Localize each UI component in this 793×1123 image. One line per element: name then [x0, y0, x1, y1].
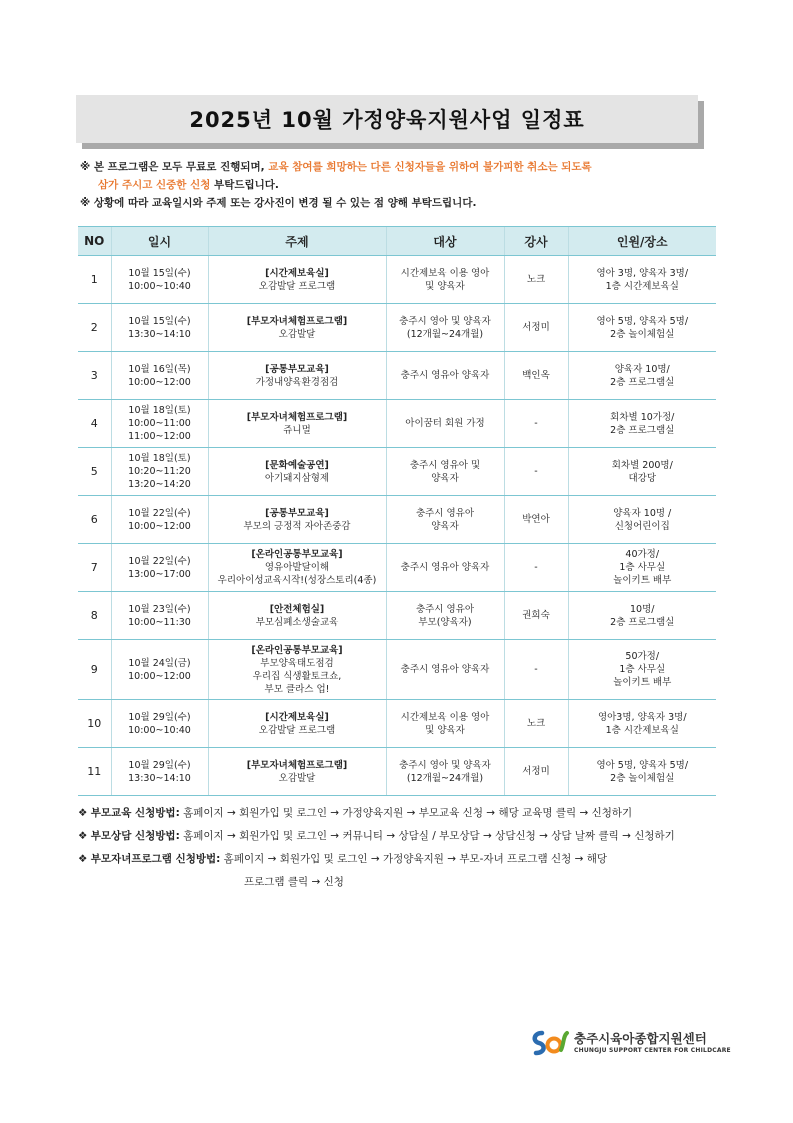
cell-topic [208, 748, 386, 796]
datetime-line: 13:30~14:10 [128, 328, 191, 340]
capacity-line: 50가정/ [625, 651, 660, 662]
method-item [78, 802, 738, 825]
cell-target [386, 304, 504, 352]
target-line: (12개월~24개월) [406, 328, 484, 340]
capacity-line: 1층 사무실 [619, 562, 666, 573]
topic-category: [시간제보육실] [265, 267, 329, 279]
cell-no: 6 [78, 496, 111, 544]
cell-datetime [111, 640, 208, 700]
topic-line: 우리집 식생활토크쇼, [252, 670, 342, 682]
cell-target [386, 256, 504, 304]
method-steps: 홈페이지 → 회원가입 및 로그인 → 커뮤니티 → 상담실 / 부모상담 → 상담신청 → 상담 날짜 클릭 → 신청하기 [179, 830, 675, 842]
topic-category: [문화예술공연] [265, 459, 329, 471]
cell-target [386, 640, 504, 700]
datetime-line: 10:00~12:00 [128, 670, 191, 682]
application-methods [78, 802, 738, 894]
topic-category: [공통부모교육] [265, 507, 329, 519]
notice-highlight: 삼가 주시고 신중한 신청 [98, 179, 211, 191]
topic-category: [부모자녀체험프로그램] [246, 315, 348, 327]
cell-datetime [111, 448, 208, 496]
topic-line: 부모의 긍정적 자아존중감 [243, 520, 351, 532]
cell-datetime [111, 700, 208, 748]
table-row [78, 544, 716, 592]
table-row [78, 304, 716, 352]
topic-category: [부모자녀체험프로그램] [246, 759, 348, 771]
datetime-line: 11:00~12:00 [128, 431, 191, 442]
target-line: 충주시 영유아 양육자 [400, 370, 490, 381]
datetime-line: 10:00~10:40 [128, 280, 191, 292]
cell-no: 11 [78, 748, 111, 796]
notice-text: 상황에 따라 교육일시와 주제 또는 강사진이 변경 될 수 있는 점 양해 부탁드립니다. [93, 197, 477, 209]
topic-category: [시간제보육실] [265, 711, 329, 723]
method-label: 부모상담 신청방법: [90, 830, 180, 842]
table-row [78, 700, 716, 748]
cell-instructor: 노크 [504, 256, 568, 304]
cell-topic [208, 400, 386, 448]
topic-line: 우리아이성교육시작!(성장스토리(4종) [217, 575, 377, 586]
capacity-line: 2층 프로그램실 [610, 376, 675, 388]
notice-text: 부탁드립니다. [210, 179, 279, 191]
target-line: 및 양육자 [425, 724, 465, 736]
topic-line: 오감발달 [278, 772, 316, 784]
datetime-line: 10월 15일(수) [128, 315, 191, 327]
capacity-line: 2층 놀이체험실 [610, 772, 675, 784]
datetime-line: 13:20~14:20 [128, 479, 191, 490]
datetime-line: 10월 24일(금) [128, 657, 191, 669]
capacity-line: 대강당 [628, 472, 657, 484]
cell-instructor: - [504, 448, 568, 496]
capacity-line: 2층 프로그램실 [610, 616, 675, 628]
schedule-table [78, 226, 716, 796]
cell-target [386, 748, 504, 796]
datetime-line: 10:00~11:00 [128, 418, 191, 429]
table-row [78, 448, 716, 496]
cell-instructor: 서정미 [504, 304, 568, 352]
cell-datetime [111, 544, 208, 592]
cell-datetime [111, 400, 208, 448]
datetime-line: 10월 22일(수) [128, 507, 191, 519]
datetime-line: 10월 16일(목) [128, 363, 191, 375]
center-logo [528, 1028, 731, 1058]
cell-instructor: 권희숙 [504, 592, 568, 640]
cell-capacity [568, 592, 716, 640]
notice-line [80, 176, 720, 194]
datetime-line: 10월 15일(수) [128, 267, 191, 279]
cell-no: 7 [78, 544, 111, 592]
cell-target [386, 700, 504, 748]
target-line: 아이꿈터 회원 가정 [405, 418, 485, 429]
cell-target [386, 352, 504, 400]
notice-line [80, 158, 720, 176]
cell-no: 9 [78, 640, 111, 700]
bullet-icon: ❖ [78, 853, 88, 865]
table-row [78, 400, 716, 448]
header-instructor: 강사 [504, 227, 568, 256]
table-row [78, 592, 716, 640]
topic-line: 오감발달 프로그램 [258, 724, 336, 736]
method-item [78, 848, 738, 871]
header-datetime: 일시 [111, 227, 208, 256]
topic-category: [온라인공통부모교육] [251, 549, 343, 560]
method-item [78, 825, 738, 848]
cell-no: 5 [78, 448, 111, 496]
cell-topic [208, 496, 386, 544]
cell-capacity [568, 256, 716, 304]
notice-block [80, 158, 720, 212]
capacity-line: 영아 3명, 양육자 3명/ [596, 267, 689, 279]
cell-datetime [111, 352, 208, 400]
capacity-line: 2층 프로그램실 [610, 424, 675, 436]
datetime-line: 10월 29일(수) [128, 759, 191, 771]
target-line: 충주시 영유아 [415, 603, 475, 615]
cell-datetime [111, 592, 208, 640]
target-line: 부모(양육자) [418, 616, 472, 628]
capacity-line: 영아 5명, 양육자 5명/ [596, 315, 689, 327]
method-label: 부모자녀프로그램 신청방법: [90, 853, 221, 865]
topic-line: 부모심폐소생술교육 [255, 616, 339, 628]
method-label: 부모교육 신청방법: [90, 807, 180, 819]
page-title: 2025년 10월 가정양육지원사업 일정표 [76, 95, 698, 143]
capacity-line: 2층 놀이체험실 [610, 328, 675, 340]
title-banner [76, 95, 704, 151]
method-steps-continued: 프로그램 클릭 → 신청 [244, 876, 344, 888]
cell-topic [208, 352, 386, 400]
notice-highlight: 교육 참여를 희망하는 다른 신청자들을 위하여 불가피한 취소는 되도록 [268, 161, 592, 173]
capacity-line: 10명/ [630, 603, 655, 615]
capacity-line: 40가정/ [625, 549, 660, 560]
table-header-row [78, 227, 716, 256]
cell-topic [208, 448, 386, 496]
cell-datetime [111, 748, 208, 796]
header-capacity: 인원/장소 [568, 227, 716, 256]
cell-target [386, 400, 504, 448]
cell-instructor: - [504, 640, 568, 700]
capacity-line: 1층 사무실 [619, 664, 666, 675]
bullet-icon: ❖ [78, 830, 88, 842]
datetime-line: 10:00~11:30 [128, 616, 191, 628]
center-name-ko: 충주시육아종합지원센터 [574, 1031, 707, 1046]
header-topic: 주제 [208, 227, 386, 256]
capacity-line: 영아 5명, 양육자 5명/ [596, 759, 689, 771]
center-logo-icon [528, 1028, 570, 1058]
cell-capacity [568, 700, 716, 748]
topic-line: 가정내양육환경점검 [255, 376, 339, 388]
table-row [78, 640, 716, 700]
cell-target [386, 544, 504, 592]
table-row [78, 748, 716, 796]
cell-topic [208, 640, 386, 700]
cell-target [386, 592, 504, 640]
cell-datetime [111, 496, 208, 544]
datetime-line: 10:00~12:00 [128, 376, 191, 388]
datetime-line: 10월 29일(수) [128, 711, 191, 723]
capacity-line: 회차별 200명/ [611, 459, 673, 471]
cell-instructor: - [504, 400, 568, 448]
cell-target [386, 448, 504, 496]
header-no: NO [78, 227, 111, 256]
topic-category: [부모자녀체험프로그램] [246, 411, 348, 423]
capacity-line: 1층 시간제보육실 [605, 724, 679, 736]
cell-topic [208, 592, 386, 640]
center-name-en: CHUNGJU SUPPORT CENTER FOR CHILDCARE [574, 1047, 731, 1054]
cell-no: 8 [78, 592, 111, 640]
cell-topic [208, 700, 386, 748]
cell-topic [208, 304, 386, 352]
topic-line: 부모양육태도점검 [260, 657, 334, 669]
cell-no: 10 [78, 700, 111, 748]
cell-capacity [568, 640, 716, 700]
target-line: 양육자 [431, 472, 459, 484]
target-line: 충주시 영유아 및 [409, 459, 481, 471]
header-target: 대상 [386, 227, 504, 256]
cell-target [386, 496, 504, 544]
topic-category: [온라인공통부모교육] [251, 644, 343, 656]
target-line: 시간제보육 이용 영아 [400, 711, 490, 723]
datetime-line: 13:30~14:10 [128, 772, 191, 784]
cell-no: 1 [78, 256, 111, 304]
topic-line: 부모 클라스 업! [264, 683, 330, 695]
cell-capacity [568, 544, 716, 592]
cell-topic [208, 256, 386, 304]
capacity-line: 회차별 10가정/ [610, 411, 675, 423]
datetime-line: 10월 18일(토) [128, 453, 191, 464]
target-line: 양육자 [431, 520, 459, 532]
target-line: 충주시 영아 및 양육자 [399, 315, 491, 327]
cell-no: 3 [78, 352, 111, 400]
topic-category: [공통부모교육] [265, 363, 329, 375]
table-row [78, 496, 716, 544]
cell-instructor: 서정미 [504, 748, 568, 796]
topic-line: 쥬니멀 [283, 424, 311, 436]
cell-instructor: 노크 [504, 700, 568, 748]
cell-instructor: 박연아 [504, 496, 568, 544]
bullet-icon: ❖ [78, 807, 88, 819]
notice-mark: ※ [80, 197, 91, 209]
cell-capacity [568, 748, 716, 796]
cell-no: 4 [78, 400, 111, 448]
method-steps: 홈페이지 → 회원가입 및 로그인 → 가정양육지원 → 부모-자녀 프로그램 신청 → 해당 [220, 853, 608, 865]
target-line: 및 양육자 [425, 280, 465, 292]
cell-capacity [568, 304, 716, 352]
notice-text: 본 프로그램은 모두 무료로 진행되며, [93, 161, 269, 173]
topic-line: 오감발달 [278, 328, 316, 340]
cell-datetime [111, 304, 208, 352]
topic-line: 오감발달 프로그램 [258, 280, 336, 292]
cell-capacity [568, 352, 716, 400]
capacity-line: 1층 시간제보육실 [605, 280, 679, 292]
target-line: 충주시 영유아 양육자 [400, 664, 490, 675]
cell-topic [208, 544, 386, 592]
datetime-line: 10:00~12:00 [128, 520, 191, 532]
cell-no: 2 [78, 304, 111, 352]
cell-capacity [568, 448, 716, 496]
target-line: 충주시 영유아 양육자 [400, 562, 490, 573]
target-line: 충주시 영아 및 양육자 [399, 759, 491, 771]
target-line: (12개월~24개월) [406, 772, 484, 784]
notice-line [80, 194, 720, 212]
cell-datetime [111, 256, 208, 304]
capacity-line: 영아3명, 양육자 3명/ [597, 711, 687, 723]
cell-capacity [568, 496, 716, 544]
target-line: 시간제보육 이용 영아 [400, 267, 490, 279]
capacity-line: 놀이키트 배부 [613, 677, 672, 688]
capacity-line: 양육자 10명/ [614, 363, 670, 375]
capacity-line: 신청어린이집 [614, 520, 670, 532]
topic-line: 영유아발달이해 [264, 562, 330, 573]
capacity-line: 양육자 10명 / [613, 507, 672, 519]
datetime-line: 10월 23일(수) [128, 603, 191, 615]
method-steps: 홈페이지 → 회원가입 및 로그인 → 가정양육지원 → 부모교육 신청 → 해당 교육명 클릭 → 신청하기 [179, 807, 633, 819]
target-line: 충주시 영유아 [415, 507, 475, 519]
capacity-line: 놀이키트 배부 [613, 575, 672, 586]
table-row [78, 256, 716, 304]
datetime-line: 10:20~11:20 [128, 466, 191, 477]
datetime-line: 13:00~17:00 [128, 568, 191, 580]
table-row [78, 352, 716, 400]
datetime-line: 10월 22일(수) [128, 555, 191, 567]
notice-mark: ※ [80, 161, 91, 173]
topic-category: [안전체험실] [269, 603, 325, 615]
cell-capacity [568, 400, 716, 448]
cell-instructor: - [504, 544, 568, 592]
topic-line: 아기돼지삼형제 [264, 472, 330, 484]
cell-instructor: 백인옥 [504, 352, 568, 400]
datetime-line: 10월 18일(토) [128, 405, 191, 416]
datetime-line: 10:00~10:40 [128, 724, 191, 736]
